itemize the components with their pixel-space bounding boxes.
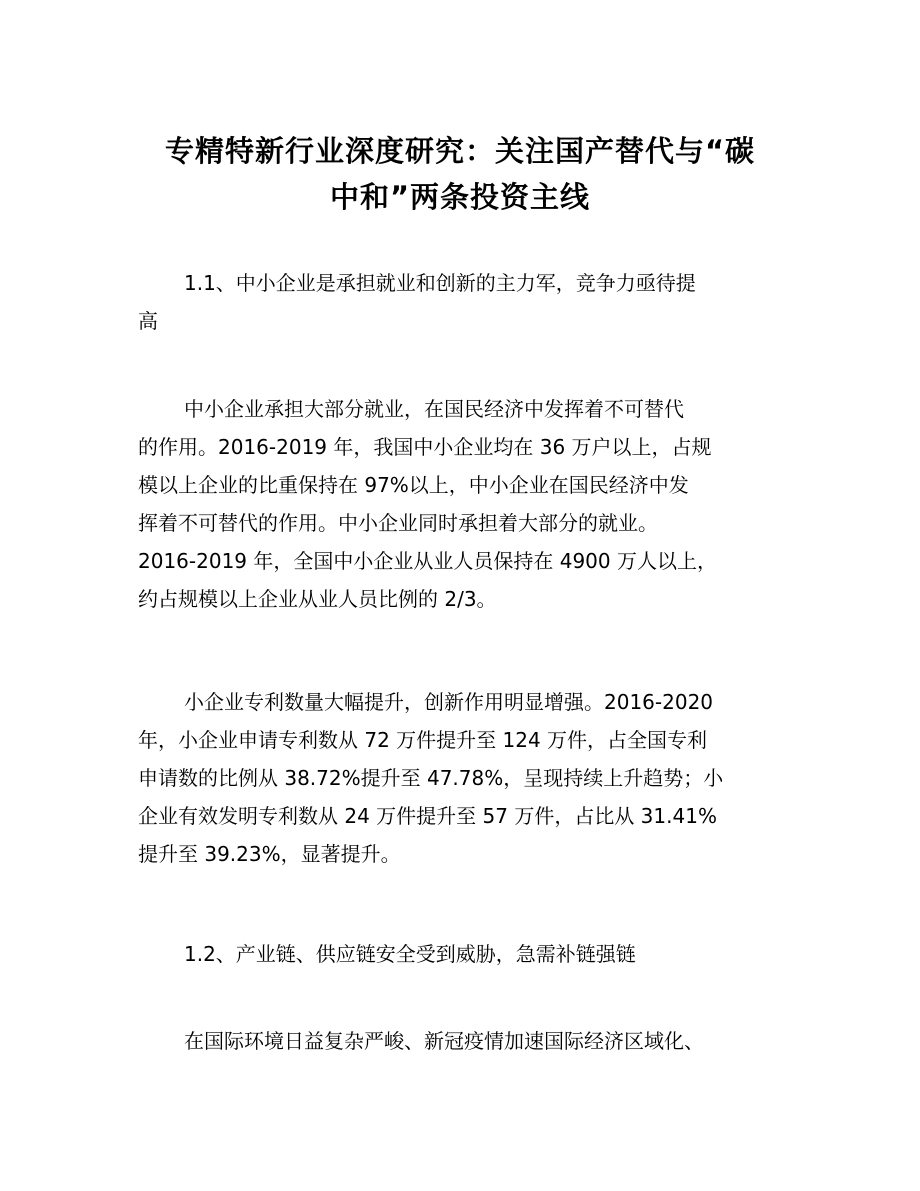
paragraph-line: 挥着不可替代的作用。中小企业同时承担着大部分的就业。 bbox=[138, 511, 658, 535]
paragraph-line: 申请数的比例从 38.72%提升至 47.78%，呈现持续上升趋势；小 bbox=[138, 766, 724, 790]
page-title bbox=[120, 128, 800, 220]
section-heading-1-1 bbox=[138, 264, 798, 340]
paragraph-line: 在国际环境日益复杂严峻、新冠疫情加速国际经济区域化、 bbox=[184, 1029, 704, 1053]
section-heading-line: 1.1、中小企业是承担就业和创新的主力军，竞争力亟待提 bbox=[184, 271, 696, 295]
paragraph-line: 2016-2019 年，全国中小企业从业人员保持在 4900 万人以上， bbox=[138, 549, 717, 573]
section-heading-line: 1.2、产业链、供应链安全受到威胁，急需补链强链 bbox=[184, 942, 636, 966]
paragraph-line: 企业有效发明专利数从 24 万件提升至 57 万件，占比从 31.41% bbox=[138, 804, 717, 828]
paragraph-line: 模以上企业的比重保持在 97%以上，中小企业在国民经济中发 bbox=[138, 473, 689, 497]
section-heading-line: 高 bbox=[138, 309, 158, 333]
title-line-1: 专精特新行业深度研究：关注国产替代与“碳 bbox=[164, 134, 756, 168]
paragraph-employment bbox=[138, 390, 798, 618]
paragraph-line: 提升至 39.23%，显著提升。 bbox=[138, 842, 401, 866]
paragraph-line: 的作用。2016-2019 年，我国中小企业均在 36 万户以上，占规 bbox=[138, 435, 712, 459]
paragraph-line: 年，小企业申请专利数从 72 万件提升至 124 万件，占全国专利 bbox=[138, 728, 708, 752]
paragraph-line: 小企业专利数量大幅提升，创新作用明显增强。2016-2020 bbox=[184, 690, 714, 714]
paragraph-international bbox=[138, 1022, 798, 1060]
section-heading-1-2 bbox=[138, 935, 798, 973]
paragraph-line: 中小企业承担大部分就业，在国民经济中发挥着不可替代 bbox=[184, 397, 684, 421]
paragraph-patents bbox=[138, 683, 798, 873]
paragraph-line: 约占规模以上企业从业人员比例的 2/3。 bbox=[138, 587, 497, 611]
title-line-2: 中和”两条投资主线 bbox=[329, 180, 591, 214]
